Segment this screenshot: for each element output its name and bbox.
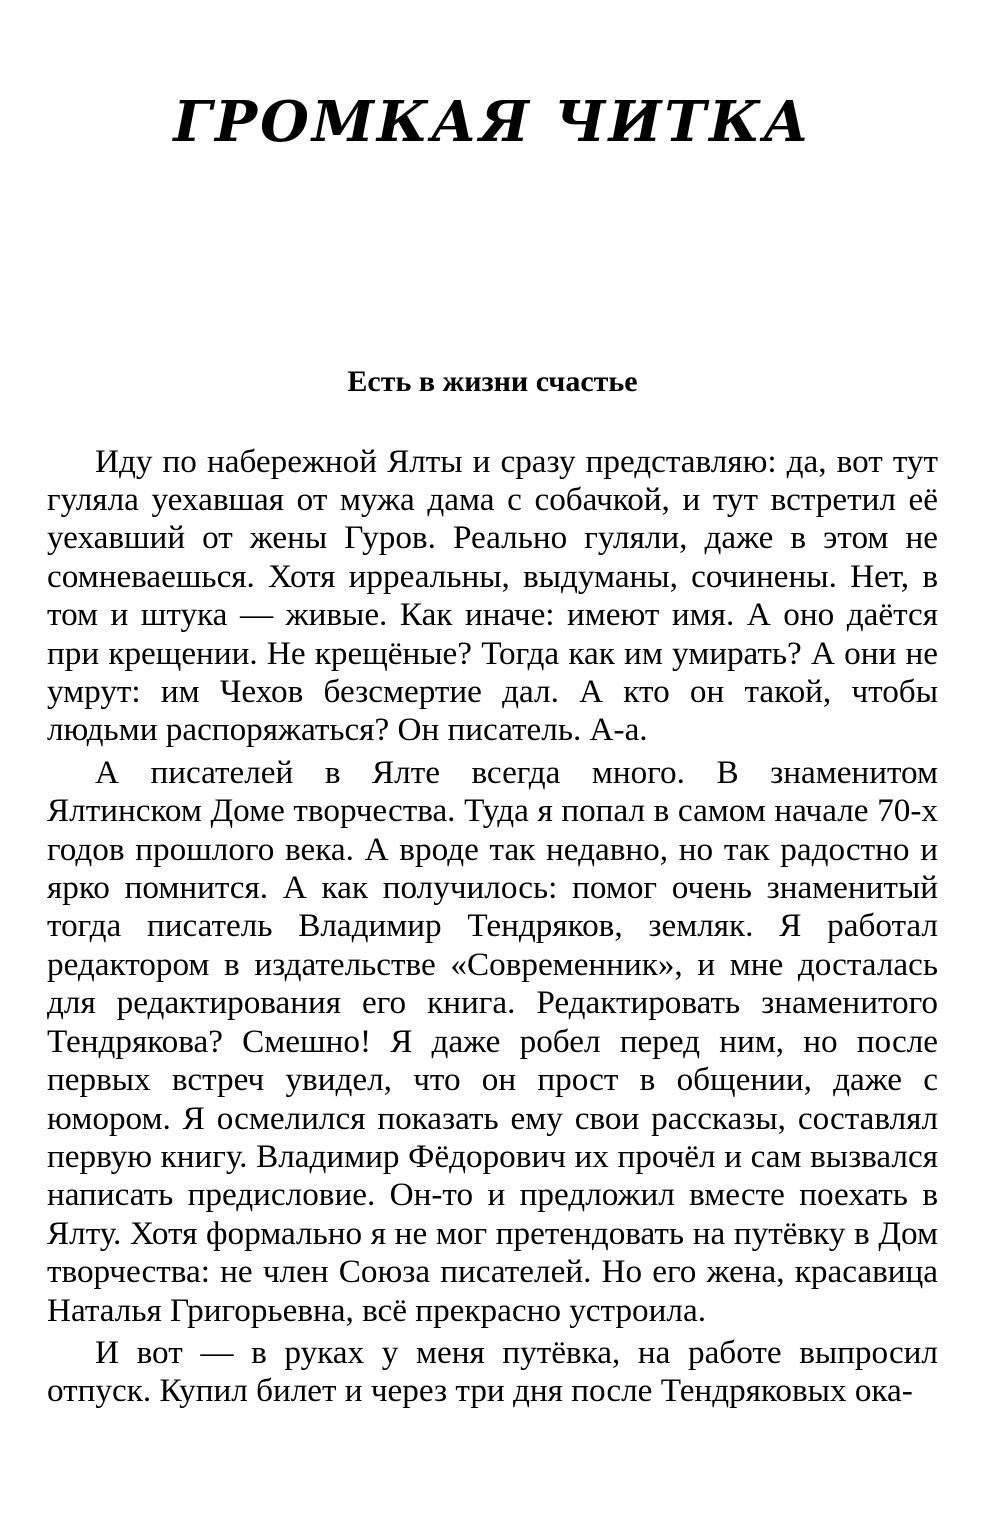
body-text bbox=[47, 443, 938, 1411]
paragraph-3: И вот — в руках у меня путёвка, на работе выпросил отпуск. Купил билет и через три дня после Тендряковых ока- bbox=[47, 1333, 938, 1410]
section-title: Есть в жизни счастье bbox=[347, 364, 638, 398]
chapter-title: ГРОМКАЯ ЧИТКА bbox=[173, 89, 812, 155]
paragraph-1: Иду по набережной Ялты и сразу представляю: да, вот тут гуляла уехавшая от мужа дама с собачкой, и тут встретил её уехавший от жены Гуров. Реально гуляли, даже в этом не сомневаешься. Хотя ирреальны, выдуманы, сочинены. Нет, в том и штука — живые. Как иначе: имеют имя. А оно даётся при крещении. Не крещёные? Тогда как им умирать? А они не умрут: им Чехов безсмертие дал. А кто он такой, чтобы людьми распоряжаться? Он писатель. А-а. bbox=[47, 442, 938, 749]
paragraph-2: А писателей в Ялте всегда много. В знаменитом Ялтинском Доме творчества. Туда я попал в самом начале 70-х годов прошлого века. А вроде так недавно, но так радостно и ярко помнится. А как получилось: помог очень знаменитый тогда писатель Владимир Тендряков, земляк. Я работал редактором в издательстве «Современник», и мне досталась для редактирования его книга. Редактировать знаменитого Тендрякова? Смешно! Я даже робел перед ним, но после первых встреч увидел, что он прост в общении, даже с юмором. Я осмелился показать ему свои рассказы, составлял первую книгу. Владимир Фёдорович их прочёл и сам вызвался написать предисловие. Он-то и предложил вместе поехать в Ялту. Хотя формально я не мог претендовать на путёвку в Дом творчества: не член Союза писателей. Но его жена, красавица Наталья Григорьевна, всё прекрасно устроила. bbox=[47, 753, 938, 1329]
